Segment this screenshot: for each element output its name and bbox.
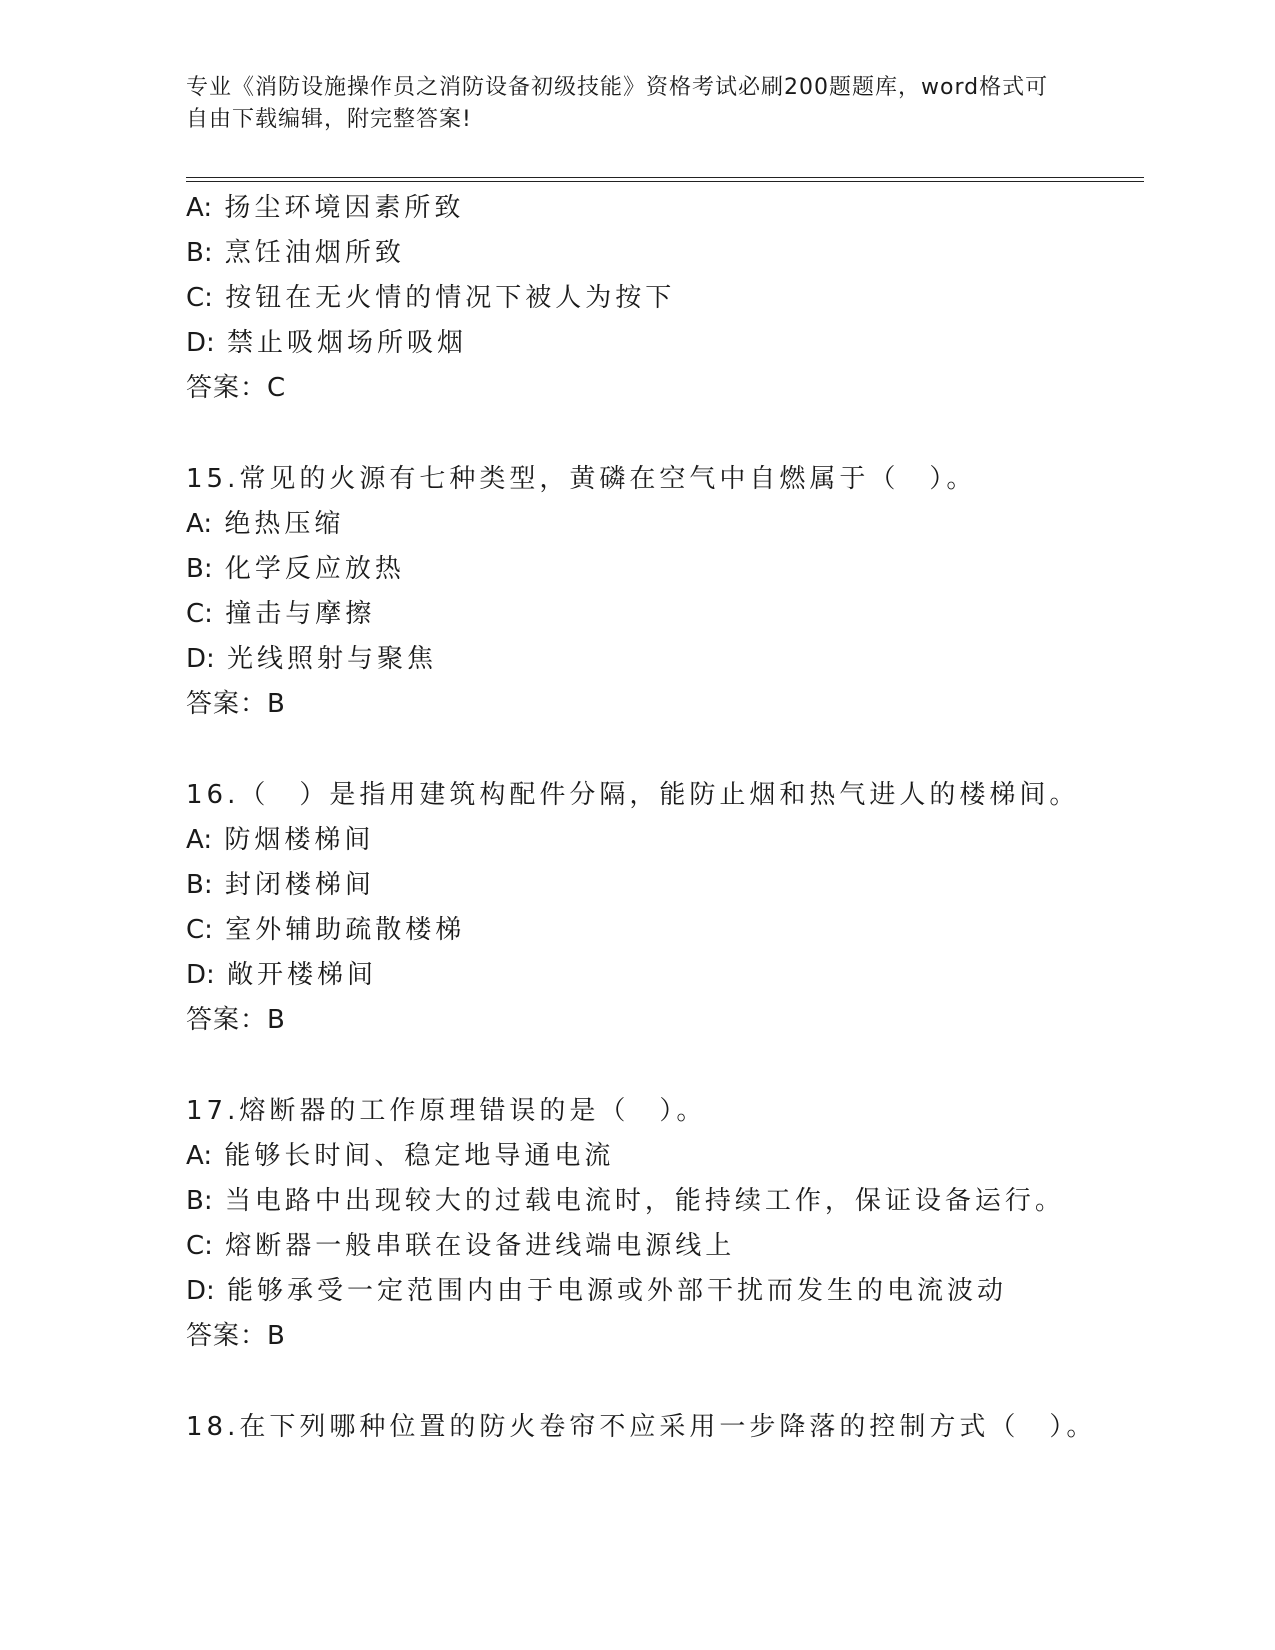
answer: 答案：B	[186, 689, 286, 719]
option-c: C: 熔断器一般串联在设备进线端电源线上	[186, 1231, 736, 1261]
option-c: C: 撞击与摩擦	[186, 599, 376, 629]
option-d: D: 禁止吸烟场所吸烟	[186, 328, 468, 358]
spacer	[186, 1359, 1186, 1405]
option-d: D: 能够承受一定范围内由于电源或外部干扰而发生的电流波动	[186, 1276, 1008, 1306]
option-b: B: 当电路中出现较大的过载电流时，能持续工作，保证设备运行。	[186, 1186, 1065, 1216]
spacer	[186, 727, 1186, 773]
option-b: B: 化学反应放热	[186, 554, 405, 584]
answer: 答案：B	[186, 1321, 286, 1351]
question-16: 16.（ ）是指用建筑构配件分隔，能防止烟和热气进人的楼梯间。	[186, 780, 1080, 810]
option-b: B: 烹饪油烟所致	[186, 238, 405, 268]
option-a: A: 能够长时间、稳定地导通电流	[186, 1141, 615, 1171]
spacer	[186, 411, 1186, 457]
option-c: C: 按钮在无火情的情况下被人为按下	[186, 283, 676, 313]
document-header: 专业《消防设施操作员之消防设备初级技能》资格考试必刷200题题库，word格式可自由下载编辑，附完整答案!	[186, 75, 1049, 132]
option-a: A: 绝热压缩	[186, 509, 345, 539]
question-17: 17.熔断器的工作原理错误的是（ ）。	[186, 1096, 707, 1126]
question-list	[186, 186, 1186, 1450]
answer: 答案：C	[186, 373, 287, 403]
spacer	[186, 1043, 1186, 1089]
question-18: 18.在下列哪种位置的防火卷帘不应采用一步降落的控制方式（ ）。	[186, 1412, 1097, 1442]
option-b: B: 封闭楼梯间	[186, 870, 375, 900]
answer: 答案：B	[186, 1005, 286, 1035]
option-c: C: 室外辅助疏散楼梯	[186, 915, 466, 945]
question-15: 15.常见的火源有七种类型，黄磷在空气中自燃属于（ ）。	[186, 464, 977, 494]
header-rule-top	[186, 177, 1144, 178]
option-a: A: 防烟楼梯间	[186, 825, 375, 855]
header-rule-bottom	[186, 181, 1144, 182]
option-d: D: 敞开楼梯间	[186, 960, 378, 990]
option-d: D: 光线照射与聚焦	[186, 644, 438, 674]
option-a: A: 扬尘环境因素所致	[186, 193, 465, 223]
